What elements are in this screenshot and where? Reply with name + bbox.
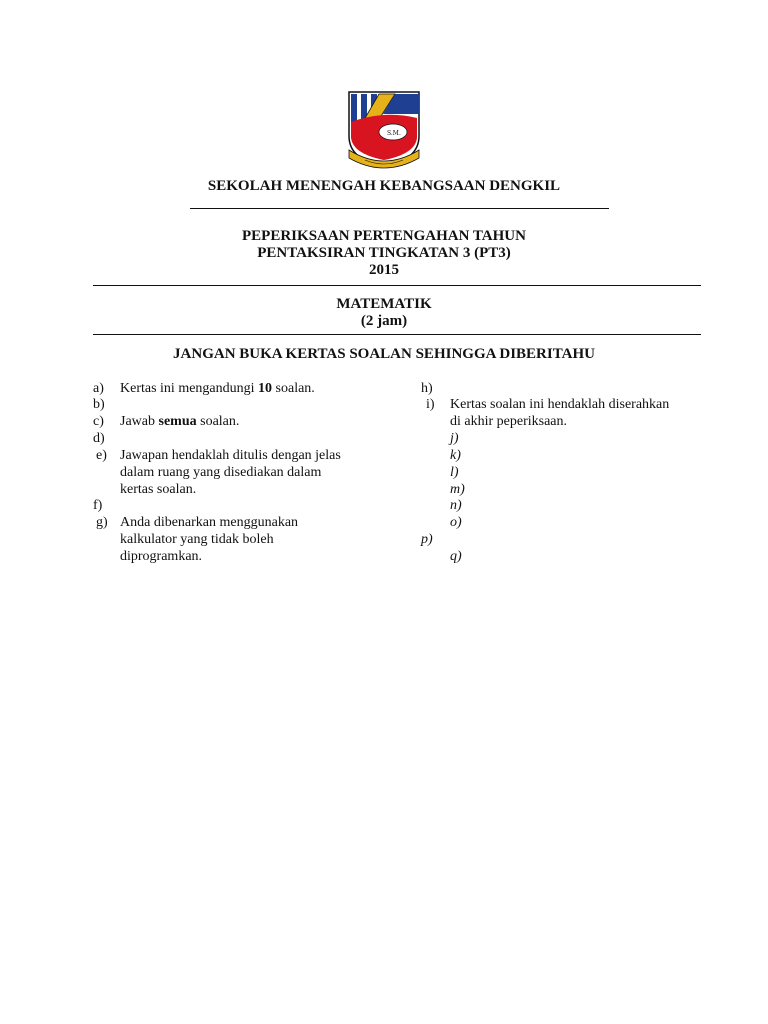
warning-notice: JANGAN BUKA KERTAS SOALAN SEHINGGA DIBERITAHU (173, 346, 595, 362)
instruction-c-post: soalan. (196, 414, 240, 429)
header-divider-long-bottom (93, 334, 701, 335)
instruction-label-m: m) (450, 482, 465, 497)
instruction-c-pre: Jawab (120, 414, 159, 429)
instruction-label-p: p) (421, 532, 433, 547)
instruction-g-line3: diprogramkan. (120, 549, 203, 564)
exam-title-line1: PEPERIKSAAN PERTENGAHAN TAHUN (242, 228, 526, 244)
instruction-label-k: k) (450, 448, 461, 463)
header-divider-long-top (93, 285, 701, 286)
exam-year: 2015 (369, 262, 399, 278)
instruction-a (120, 380, 315, 397)
instruction-c-emphasis: semua (158, 414, 197, 429)
instruction-c (120, 413, 239, 430)
instruction-a-count: 10 (258, 381, 273, 396)
instruction-label-a: a) (93, 381, 104, 396)
instruction-label-o: o) (450, 515, 462, 530)
instruction-label-c: c) (93, 414, 104, 429)
instruction-e-line3: kertas soalan. (120, 482, 197, 497)
exam-title-line2: PENTAKSIRAN TINGKATAN 3 (PT3) (257, 245, 511, 261)
subject-title: MATEMATIK (336, 296, 432, 312)
instruction-label-e: e) (96, 448, 107, 463)
instruction-e-line2: dalam ruang yang disediakan dalam (120, 465, 322, 480)
instruction-label-n: n) (450, 498, 462, 513)
school-crest (343, 88, 425, 170)
instruction-label-j: j) (450, 431, 459, 446)
instruction-label-b: b) (93, 397, 105, 412)
svg-text:S.M.: S.M. (387, 130, 401, 137)
instruction-e-line1: Jawapan hendaklah ditulis dengan jelas (120, 448, 341, 463)
instruction-i-line1: Kertas soalan ini hendaklah diserahkan (450, 397, 670, 412)
instruction-label-l: l) (450, 465, 459, 480)
instruction-g-line1: Anda dibenarkan menggunakan (120, 515, 299, 530)
instruction-label-h: h) (421, 381, 433, 396)
instruction-label-d: d) (93, 431, 105, 446)
exam-duration: (2 jam) (360, 313, 408, 329)
instruction-label-g: g) (96, 515, 108, 530)
school-crest-icon (343, 88, 425, 170)
instruction-label-f: f) (93, 498, 103, 513)
school-name: SEKOLAH MENENGAH KEBANGSAAN DENGKIL (207, 178, 561, 194)
instruction-a-pre: Kertas ini mengandungi (120, 381, 259, 396)
instruction-a-post: soalan. (272, 381, 315, 396)
instruction-g-line2: kalkulator yang tidak boleh (120, 532, 274, 547)
header-divider-short (190, 208, 609, 209)
instruction-label-q: q) (450, 549, 462, 564)
instruction-i-line2: di akhir peperiksaan. (450, 414, 568, 429)
instruction-label-i: i) (426, 397, 435, 412)
